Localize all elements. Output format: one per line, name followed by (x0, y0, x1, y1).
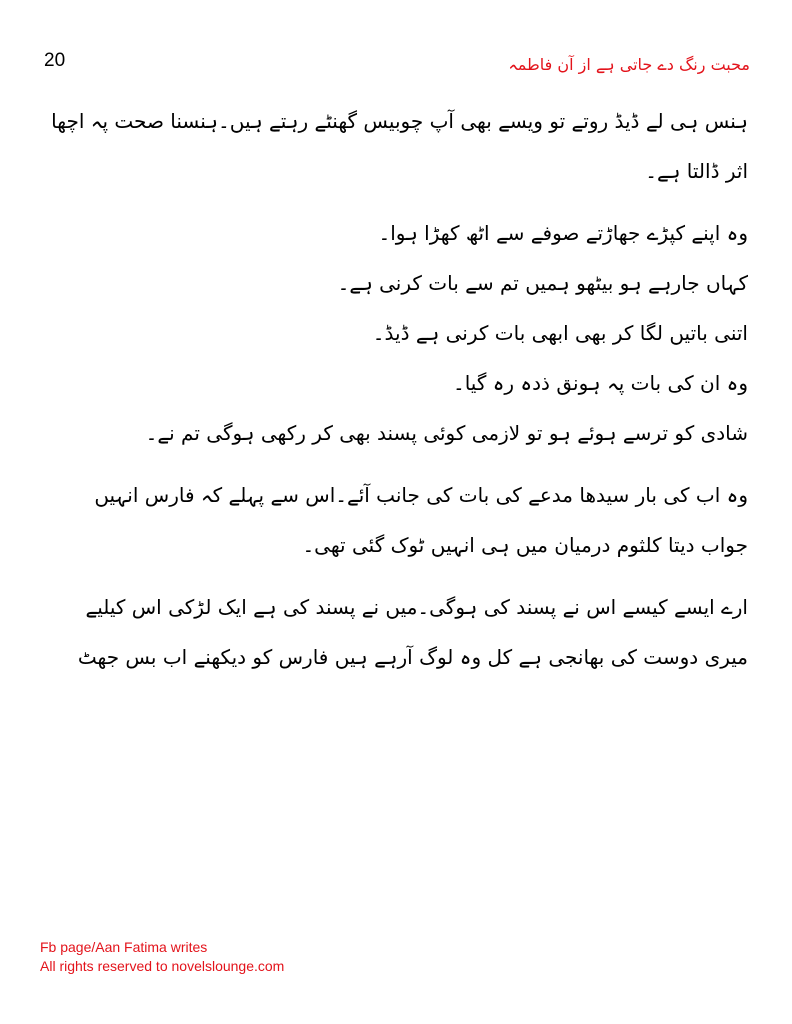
text-line: شادی کو ترسے ہوئے ہو تو لازمی کوئی پسند بھی کر رکھی ہوگی تم نے۔ (145, 421, 748, 445)
footer-copyright: All rights reserved to novelslounge.com (40, 958, 285, 974)
text-line: جواب دیتا کلثوم درمیان میں ہی انہیں ٹوک گئی تھی۔ (302, 533, 748, 557)
text-line: وہ اب کی بار سیدھا مدعے کی بات کی جانب آئے۔اس سے پہلے کہ فارس انہیں (94, 483, 748, 507)
text-line: اتنی باتیں لگا کر بھی ابھی بات کرنی ہے ڈیڈ۔ (372, 321, 748, 345)
text-line: میری دوست کی بھانجی ہے کل وہ لوگ آرہے ہیں فارس کو دیکھنے اب بس جھٹ (77, 645, 748, 669)
text-line: وہ ان کی بات پہ ہونق ذدہ رہ گیا۔ (452, 371, 748, 395)
text-line: کہاں جارہے ہو بیٹھو ہمیں تم سے بات کرنی ہے۔ (337, 271, 748, 295)
text-line: اثر ڈالتا ہے۔ (645, 159, 748, 183)
text-line: ہنس ہی لے ڈیڈ روتے تو ویسے بھی آپ چوبیس گھنٹے رہتے ہیں۔ہنسنا صحت پہ اچھا (51, 109, 748, 133)
footer (40, 938, 284, 976)
page-number: 20 (44, 50, 66, 71)
running-header: محبت رنگ دے جاتی ہے از آن فاطمہ (508, 55, 750, 74)
text-line: ارے ایسے کیسے اس نے پسند کی ہوگی۔میں نے پسند کی ہے ایک لڑکی اس کیلیے (85, 595, 748, 619)
footer-page-credit: Fb page/Aan Fatima writes (40, 939, 208, 955)
text-line: وہ اپنے کپڑے جھاڑتے صوفے سے اٹھ کھڑا ہوا۔ (378, 221, 748, 245)
body-text (44, 96, 748, 682)
